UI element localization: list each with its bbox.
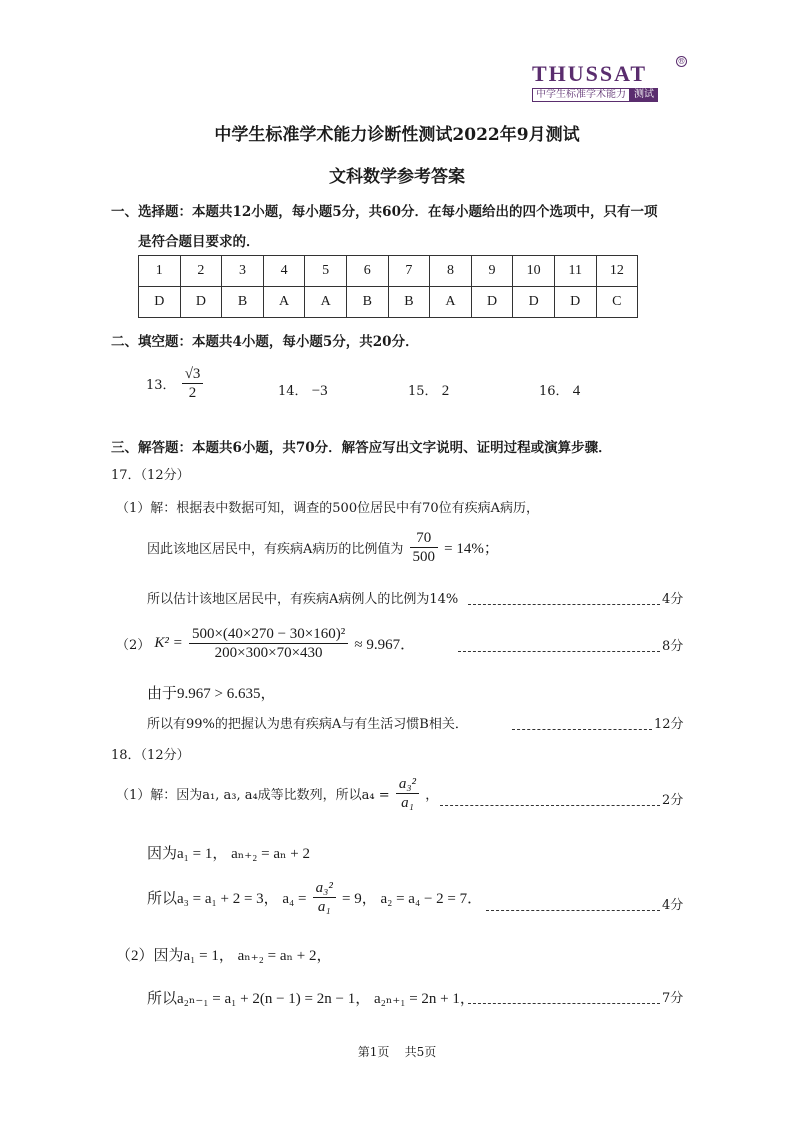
q18-p3-dots <box>486 903 660 918</box>
q16-label: 16． <box>539 384 569 399</box>
q18-p4: （2）因为a₁ = 1， aₙ₊₂ = aₙ + 2， <box>116 948 332 964</box>
q18-p5-score: 7分 <box>662 991 684 1006</box>
q18-p3-text: 所以a₃ = a₁ + 2 = 3， a₄ = <box>147 891 307 907</box>
section1-heading: 一、选择题：本题共12小题，每小题5分，共60分．在每小题给出的四个选项中，只有一项 <box>111 204 658 220</box>
q18-p1-numerator: a₃² <box>396 776 419 794</box>
q17-p4-label: （2） <box>116 638 151 653</box>
q17-p6-dots <box>512 722 652 737</box>
q18-p3-score: 4分 <box>662 898 684 913</box>
page-title: 中学生标准学术能力诊断性测试2022年9月测试 <box>214 125 580 145</box>
answer-choice: B <box>388 287 430 318</box>
answer-choice: D <box>471 287 513 318</box>
q18-p5-dots <box>468 996 660 1011</box>
fill-answer-13 <box>146 366 205 401</box>
answer-choice: B <box>346 287 388 318</box>
q18-p1-dots <box>440 798 660 813</box>
q15-label: 15． <box>408 384 438 399</box>
answer-number: 6 <box>346 256 388 287</box>
section2-heading: 二、填空题：本题共4小题，每小题5分，共20分． <box>111 334 419 350</box>
thussat-logo <box>532 57 686 102</box>
q17-p6: 所以有99%的把握认为患有疾病A与有生活习惯B相关． <box>147 717 468 732</box>
answer-number: 10 <box>513 256 555 287</box>
q17-p4 <box>116 626 415 661</box>
answer-choice: D <box>554 287 596 318</box>
answer-choice: A <box>430 287 472 318</box>
q17-p4-result: ≈ 9.967． <box>354 637 416 653</box>
q17-p4-dots <box>458 644 660 659</box>
answer-number: 7 <box>388 256 430 287</box>
q17-p4-denominator: 200×300×70×430 <box>214 645 323 661</box>
answer-table-answer-row <box>139 287 638 318</box>
q17-p2-denominator: 500 <box>412 549 436 565</box>
q17-p4-lhs: K² = <box>154 635 183 651</box>
answer-number: 1 <box>139 256 181 287</box>
answer-choice: D <box>139 287 181 318</box>
q17-p1: （1）解：根据表中数据可知，调查的500位居民中有70位有疾病A病历， <box>116 501 540 516</box>
q17-p4-fraction <box>189 626 348 661</box>
q17-p2-text: 因此该地区居民中，有疾病A病历的比例值为 <box>147 542 404 557</box>
q18-p1-score: 2分 <box>662 793 684 808</box>
q18-p3 <box>147 880 482 915</box>
answer-number: 9 <box>471 256 513 287</box>
q18-p1-denominator: a₁ <box>401 795 414 811</box>
answer-table-number-row <box>139 256 638 287</box>
answer-number: 5 <box>305 256 347 287</box>
logo-brand: THUSSAT <box>532 61 648 86</box>
section3-heading: 三、解答题：本题共6小题，共70分．解答应写出文字说明、证明过程或演算步骤． <box>111 440 612 456</box>
q17-title: 17．（12分） <box>111 468 190 483</box>
q14-answer: −3 <box>311 383 328 399</box>
q17-p4-score: 8分 <box>662 639 684 654</box>
fill-answer-16 <box>539 380 580 400</box>
q17-p6-score: 12分 <box>654 717 684 732</box>
q17-p5: 由于9.967 > 6.635， <box>147 686 276 702</box>
answer-table <box>138 255 638 318</box>
q17-p2 <box>147 530 499 565</box>
q13-numerator: √3 <box>182 366 204 384</box>
logo-sub-left: 中学生标准学术能力 <box>532 88 630 102</box>
answer-choice: D <box>513 287 555 318</box>
q17-p4-numerator: 500×(40×270 − 30×160)² <box>189 626 348 644</box>
page-subtitle: 文科数学参考答案 <box>329 167 465 187</box>
q18-p1 <box>116 776 438 811</box>
q16-answer: 4 <box>572 383 581 399</box>
answer-choice: C <box>596 287 638 318</box>
q18-p1-tail: ， <box>425 788 439 803</box>
answer-choice: A <box>305 287 347 318</box>
answer-number: 2 <box>180 256 222 287</box>
answer-number: 4 <box>263 256 305 287</box>
section1-heading-cont: 是符合题目要求的． <box>138 234 260 250</box>
q18-p3-numerator: a₃² <box>313 880 336 898</box>
q13-denominator: 2 <box>188 385 197 401</box>
fill-answer-14 <box>278 380 328 400</box>
q14-label: 14． <box>278 384 308 399</box>
q18-p3-denominator: a₁ <box>317 899 331 915</box>
q17-p3-dots <box>468 597 660 612</box>
registered-mark-icon: ® <box>677 57 686 66</box>
q15-answer: 2 <box>441 383 450 399</box>
answer-choice: A <box>263 287 305 318</box>
logo-sub-right: 测试 <box>630 88 658 102</box>
q17-p3-text: 所以估计该地区居民中，有疾病A病例人的比例为14% <box>147 592 459 607</box>
q13-label: 13． <box>146 378 176 393</box>
q17-p2-result: = 14%； <box>444 541 499 557</box>
q17-p3-score: 4分 <box>662 592 684 607</box>
q18-p3-tail: = 9， a₂ = a₄ − 2 = 7． <box>342 891 483 907</box>
q18-p3-fraction <box>313 880 336 915</box>
answer-number: 3 <box>222 256 264 287</box>
q18-p5: 所以a₂ₙ₋₁ = a₁ + 2(n − 1) = 2n − 1， a₂ₙ₊₁ = 2n + 1， <box>147 991 475 1007</box>
q18-p1-fraction <box>396 776 419 811</box>
answer-choice: D <box>180 287 222 318</box>
q17-p2-numerator: 70 <box>410 530 439 548</box>
q17-p2-fraction <box>410 530 439 565</box>
q18-p2: 因为a₁ = 1， aₙ₊₂ = aₙ + 2 <box>147 846 310 862</box>
answer-choice: B <box>222 287 264 318</box>
q13-fraction <box>182 366 204 401</box>
answer-number: 8 <box>430 256 472 287</box>
page-footer: 第1页 共5页 <box>357 1045 437 1059</box>
answer-number: 11 <box>554 256 596 287</box>
q18-p1-text: （1）解：因为a₁, a₃, a₄成等比数列，所以a₄ = <box>116 788 390 803</box>
fill-answer-15 <box>408 380 449 400</box>
answer-number: 12 <box>596 256 638 287</box>
q18-title: 18．（12分） <box>111 748 190 763</box>
q17-p3 <box>147 588 458 607</box>
